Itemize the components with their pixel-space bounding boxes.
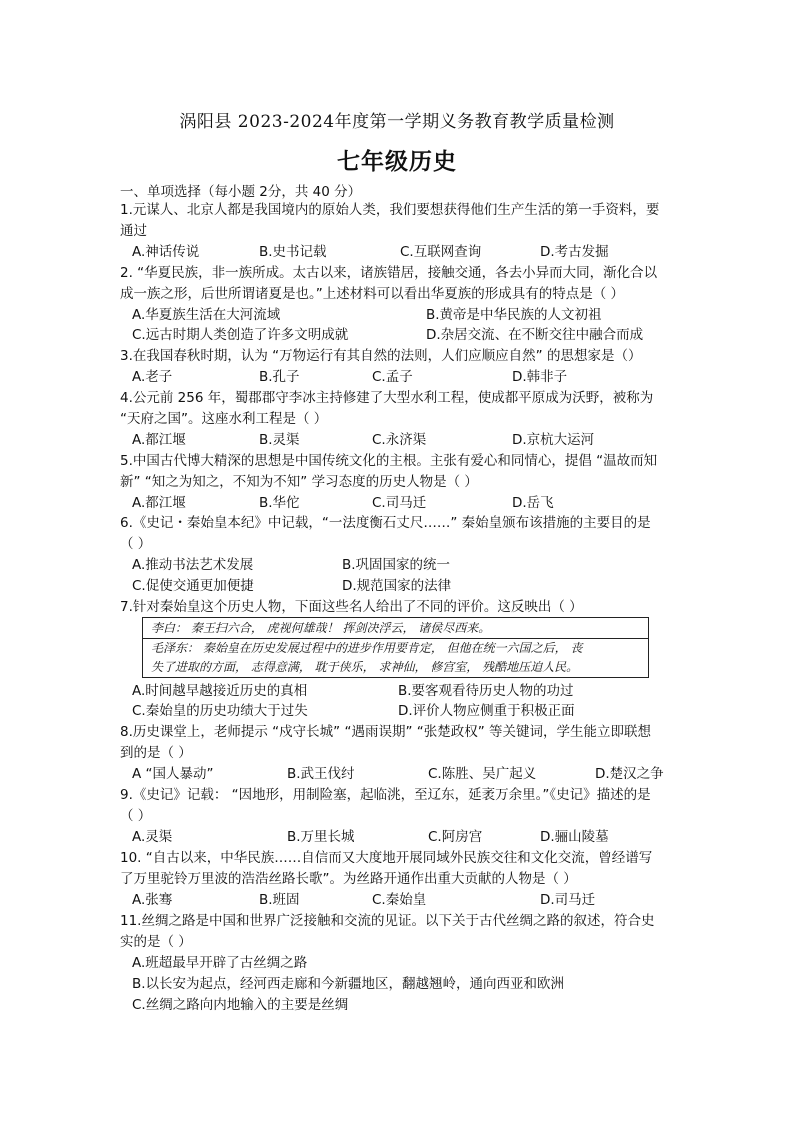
q8-line-1: 8.历史课堂上，老师提示 “戍守长城” “遇雨误期” “张楚政权” 等关键词，学生能立即联想 — [120, 724, 652, 740]
q3-option-d[interactable]: D.韩非子 — [512, 369, 568, 385]
q10-option-b[interactable]: B.班固 — [259, 892, 300, 908]
q2-option-d[interactable]: D.杂居交流、在不断交往中融合而成 — [426, 327, 644, 343]
section-heading: 一、单项选择（每小题 2分，共 40 分） — [120, 184, 362, 200]
q10-option-a[interactable]: A.张骞 — [132, 892, 173, 908]
q4-line-2: “天府之国”。这座水利工程是（ ） — [120, 411, 328, 427]
q7-quote-mao-1: 毛泽东： 秦始皇在历史发展过程中的进步作用要肯定， 但他在统一六国之后， 丧 — [151, 641, 583, 655]
q4-option-b[interactable]: B.灵渠 — [259, 432, 300, 448]
q1-options — [132, 242, 672, 262]
q6-option-d[interactable]: D.规范国家的法律 — [342, 578, 452, 594]
q5-line-1: 5.中国古代博大精深的思想是中国传统文化的主根。主张有爱心和同情心，提倡 “温故而知 — [120, 453, 658, 469]
q7-option-c[interactable]: C.秦始皇的历史功绩大于过失 — [132, 703, 308, 719]
q9-line-1: 9.《史记》记载： “因地形，用制险塞，起临洮，至辽东，延袤万余里。”《史记》描述的是 — [120, 787, 651, 803]
q5-option-d[interactable]: D.岳飞 — [512, 495, 554, 511]
q11-option-a[interactable]: A.班超最早开辟了古丝绸之路 — [132, 955, 308, 971]
q2-line-2: 成一族之形，后世所谓诸夏是也。”上述材料可以看出华夏族的形成具有的特点是（ ） — [120, 286, 625, 302]
q9-line-2: （ ） — [120, 808, 152, 824]
subject-title: 七年级历史 — [337, 148, 457, 175]
q4-option-d[interactable]: D.京杭大运河 — [512, 432, 595, 448]
q6-option-c[interactable]: C.促使交通更加便捷 — [132, 578, 254, 594]
q7-quote-box — [142, 617, 649, 678]
q7-line-1: 7.针对秦始皇这个历史人物，下面这些名人给出了不同的评价。这反映出（ ） — [120, 599, 583, 615]
q6-line-2: （ ） — [120, 536, 152, 552]
q10-option-d[interactable]: D.司马迁 — [540, 892, 596, 908]
q2-option-b[interactable]: B.黄帝是中华民族的人文初祖 — [426, 307, 602, 323]
q5-options — [132, 493, 672, 513]
exam-title: 涡阳县 2023-2024年度第一学期义务教育教学质量检测 — [179, 112, 615, 132]
q7-quote-libai: 李白： 秦王扫六合， 虎视何雄哉！ 挥剑决浮云， 诸侯尽西来。 — [151, 621, 491, 635]
q11-option-b-row — [132, 974, 672, 994]
q11-option-c-row — [132, 995, 672, 1015]
q2-option-c[interactable]: C.远古时期人类创造了许多文明成就 — [132, 327, 349, 343]
q8-option-a[interactable]: A “国人暴动” — [132, 766, 214, 782]
q4-option-a[interactable]: A.都江堰 — [132, 432, 186, 448]
q6-options-row-2 — [132, 576, 672, 596]
q10-option-c[interactable]: C.秦始皇 — [372, 892, 427, 908]
q8-option-d[interactable]: D.楚汉之争 — [595, 766, 664, 782]
q1-option-b[interactable]: B.史书记载 — [259, 244, 327, 260]
q2-line-1: 2. “华夏民族，非一族所成。太古以来，诸族错居，接触交通，各去小异而大同，渐化合以 — [120, 265, 658, 281]
q11-option-c[interactable]: C.丝绸之路向内地输入的主要是丝绸 — [132, 997, 349, 1013]
q3-line-1: 3.在我国春秋时期，认为 “万物运行有其自然的法则，人们应顺应自然” 的思想家是（） — [120, 348, 642, 364]
q7-options-row-2 — [132, 701, 672, 721]
q10-line-1: 10. “自古以来，中华民族……自信而又大度地开展同域外民族交往和文化交流，曾经谱写 — [120, 850, 653, 866]
q4-option-c[interactable]: C.永济渠 — [372, 432, 427, 448]
q5-option-a[interactable]: A.都江堰 — [132, 495, 186, 511]
q7-option-d[interactable]: D.评价人物应侧重于积极正面 — [398, 703, 575, 719]
q3-option-b[interactable]: B.孔子 — [259, 369, 300, 385]
q11-option-a-row — [132, 953, 672, 973]
q3-option-a[interactable]: A.老子 — [132, 369, 173, 385]
q1-option-a[interactable]: A.神话传说 — [132, 244, 200, 260]
q11-option-b[interactable]: B.以长安为起点，经河西走廊和今新疆地区，翻越翘岭，通向西亚和欧洲 — [132, 976, 565, 992]
q9-options — [132, 827, 672, 847]
q9-option-a[interactable]: A.灵渠 — [132, 829, 173, 845]
q2-options-row-1 — [132, 305, 672, 325]
q8-option-c[interactable]: C.陈胜、吴广起义 — [428, 766, 537, 782]
q11-line-1: 11.丝绸之路是中国和世界广泛接触和交流的见证。以下关于古代丝绸之路的叙述，符合史 — [120, 913, 655, 929]
q7-quote-mao-2: 失了进取的方面， 志得意满， 耽于侠乐， 求神仙， 修宫室， 残酷地压迫人民。 — [151, 660, 579, 674]
q10-options — [132, 890, 672, 910]
q5-option-b[interactable]: B.华佗 — [259, 495, 300, 511]
q1-option-d[interactable]: D.考古发掘 — [540, 244, 609, 260]
q8-line-2: 到的是（ ） — [120, 745, 192, 761]
q1-line-1: 1.元谋人、北京人都是我国境内的原始人类，我们要想获得他们生产生活的第一手资料，要 — [120, 202, 660, 218]
q8-options — [132, 764, 672, 784]
q2-options-row-2 — [132, 325, 672, 345]
q9-option-c[interactable]: C.阿房宫 — [428, 829, 483, 845]
q5-line-2: 新” “知之为知之，不知为不知” 学习态度的历史人物是（ ） — [120, 474, 478, 490]
q3-options — [132, 367, 672, 387]
q7-option-a[interactable]: A.时间越早越接近历史的真相 — [132, 683, 308, 699]
q6-line-1: 6.《史记・秦始皇本纪》中记载，“一法度衡石丈尺……” 秦始皇颁布该措施的主要目的是 — [120, 515, 651, 531]
q2-option-a[interactable]: A.华夏族生活在大河流域 — [132, 307, 281, 323]
q6-option-b[interactable]: B.巩固国家的统一 — [342, 557, 451, 573]
q7-options-row-1 — [132, 681, 672, 701]
q5-option-c[interactable]: C.司马迁 — [372, 495, 427, 511]
q1-line-2: 通过 — [120, 223, 147, 239]
q9-option-d[interactable]: D.骊山陵墓 — [540, 829, 609, 845]
q6-options-row-1 — [132, 555, 672, 575]
q10-line-2: 了万里驼铃万里波的浩浩丝路长歌”。为丝路开通作出重大贡献的人物是（ ） — [120, 871, 577, 887]
q7-option-b[interactable]: B.要客观看待历史人物的功过 — [398, 683, 574, 699]
q8-option-b[interactable]: B.武王伐纣 — [287, 766, 355, 782]
q6-option-a[interactable]: A.推动书法艺术发展 — [132, 557, 254, 573]
q4-options — [132, 430, 672, 450]
q3-option-c[interactable]: C.孟子 — [372, 369, 413, 385]
q11-line-2: 实的是（ ） — [120, 934, 192, 950]
q4-line-1: 4.公元前 256 年，蜀郡郡守李冰主持修建了大型水利工程，使成都平原成为沃野，被称为 — [120, 390, 654, 406]
q9-option-b[interactable]: B.万里长城 — [287, 829, 355, 845]
q1-option-c[interactable]: C.互联网查询 — [400, 244, 482, 260]
